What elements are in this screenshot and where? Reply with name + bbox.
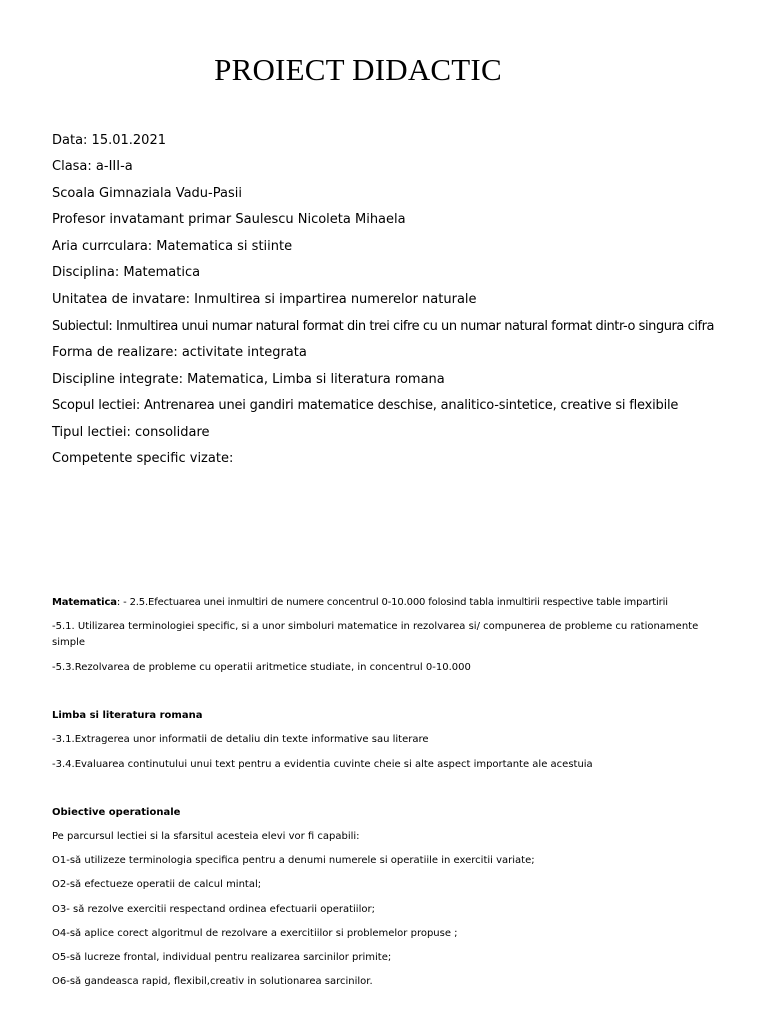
limba-competence-1: -3.1.Extragerea unor informatii de detaliu din texte informative sau literare bbox=[52, 734, 429, 745]
header-discipline: Disciplina: Matematica bbox=[52, 265, 201, 280]
objective-o5: O5-să lucreze frontal, individual pentru realizarea sarcinilor primite; bbox=[52, 952, 392, 963]
document-title: PROIECT DIDACTIC bbox=[214, 52, 502, 87]
objective-o6: O6-să gandeasca rapid, flexibil,creativ in solutionarea sarcinilor. bbox=[52, 976, 373, 987]
header-integrated-disciplines: Discipline integrate: Matematica, Limba si literatura romana bbox=[52, 372, 445, 387]
limba-competence-2: -3.4.Evaluarea continutului unui text pentru a evidentia cuvinte cheie si alte aspect importante ale acestuia bbox=[52, 759, 593, 770]
objective-o4: O4-să aplice corect algoritmul de rezolvare a exercitiilor si problemelor propuse ; bbox=[52, 928, 458, 939]
header-school: Scoala Gimnaziala Vadu-Pasii bbox=[52, 186, 242, 201]
obiective-intro: Pe parcursul lectiei si la sfarsitul acesteia elevi vor fi capabili: bbox=[52, 831, 360, 842]
header-class: Clasa: a-III-a bbox=[52, 159, 133, 174]
header-lesson-type: Tipul lectiei: consolidare bbox=[52, 425, 210, 440]
header-learning-unit: Unitatea de invatare: Inmultirea si impartirea numerelor naturale bbox=[52, 292, 477, 307]
header-competences: Competente specific vizate: bbox=[52, 451, 234, 466]
matematica-competence-3: -5.3.Rezolvarea de probleme cu operatii aritmetice studiate, in concentrul 0-10.000 bbox=[52, 662, 471, 673]
matematica-label: Matematica bbox=[52, 597, 117, 608]
objective-o2: O2-să efectueze operatii de calcul mintal; bbox=[52, 879, 262, 890]
objective-o1: O1-să utilizeze terminologia specifica pentru a denumi numerele si operatiile in exercitii variate; bbox=[52, 855, 535, 866]
header-lesson-purpose: Scopul lectiei: Antrenarea unei gandiri matematice deschise, analitico-sintetice, creative si flexibile bbox=[52, 398, 679, 413]
header-teacher: Profesor invatamant primar Saulescu Nicoleta Mihaela bbox=[52, 212, 406, 227]
matematica-competence-1 bbox=[52, 595, 668, 611]
objective-o3: O3- să rezolve exercitii respectand ordinea efectuarii operatiilor; bbox=[52, 904, 375, 915]
limba-heading: Limba si literatura romana bbox=[52, 710, 203, 721]
obiective-heading: Obiective operationale bbox=[52, 807, 181, 818]
header-curricular-area: Aria currculara: Matematica si stiinte bbox=[52, 239, 293, 254]
header-subject: Subiectul: Inmultirea unui numar natural format din trei cifre cu un numar natural format dintr-o singura cifra bbox=[52, 319, 715, 334]
header-date: Data: 15.01.2021 bbox=[52, 133, 166, 148]
header-form: Forma de realizare: activitate integrata bbox=[52, 345, 307, 360]
matematica-competence-2: -5.1. Utilizarea terminologiei specific, si a unor simboluri matematice in rezolvarea si/ compunerea de probleme cu rationamente simple bbox=[52, 621, 699, 648]
matematica-first-text: : - 2.5.Efectuarea unei inmultiri de numere concentrul 0-10.000 folosind tabla inmultirii respective table impartirii bbox=[116, 597, 668, 608]
